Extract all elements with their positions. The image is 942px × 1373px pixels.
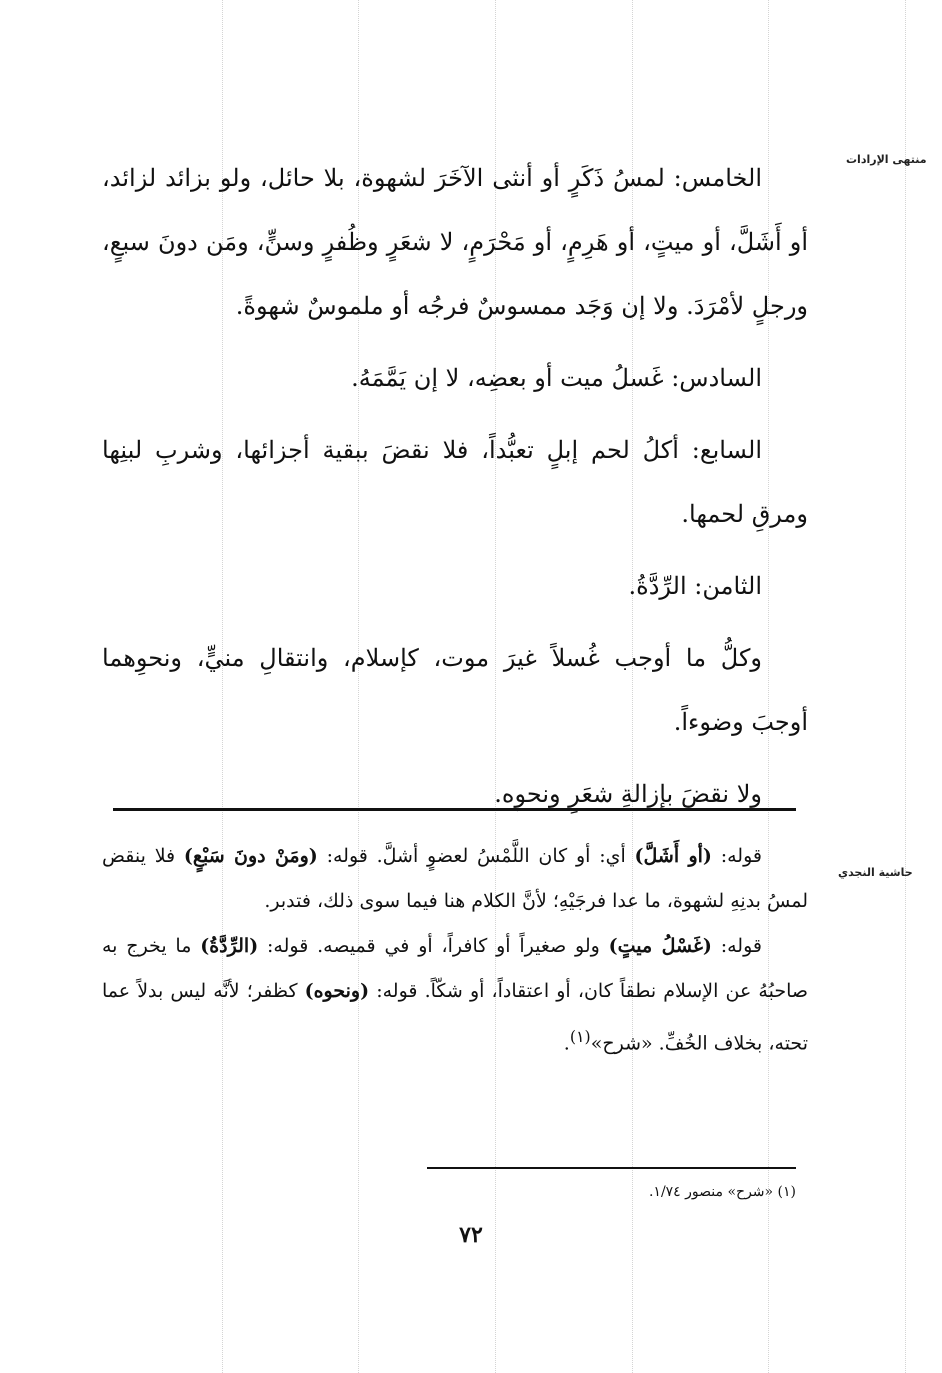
commentary-block xyxy=(102,834,808,1066)
commentary-text: . xyxy=(563,1032,570,1055)
quoted-term: (غَسْلُ ميتٍ) xyxy=(608,935,712,957)
commentary-paragraph xyxy=(102,834,808,924)
main-paragraph: الخامس: لمسُ ذَكَرٍ أو أنثى الآخَرَ لشهوة، بلا حائل، ولو بزائد لزائد، أو أَشَلَّ، أو ميتٍ، أو هَرِمٍ، أو مَحْرَمٍ، لا شعَرٍ وظُفرٍ وسنٍّ، ومَن دونَ سبعٍ، ورجلٍ لأمْرَدَ. ولا إن وَجَد ممسوسٌ فرجُه أو ملموسٌ شهوةً. xyxy=(102,164,808,320)
main-paragraph: السادس: غَسلُ ميت أو بعضِه، لا إن يَمَّمَهُ. xyxy=(351,364,762,392)
main-paragraph: الثامن: الرِّدَّةُ. xyxy=(628,572,762,600)
main-text-block xyxy=(102,146,808,834)
quoted-term: (أو أَشَلَّ) xyxy=(634,845,712,867)
commentary-text: قوله: xyxy=(711,845,762,867)
section-divider xyxy=(113,808,796,811)
main-paragraph: ولا نقضَ بإزالةِ شعَرٍ ونحوِه. xyxy=(494,780,762,808)
quoted-term: (الرِّدَّةُ) xyxy=(200,935,259,957)
footnote-rule xyxy=(427,1167,796,1169)
page-number: ٧٢ xyxy=(459,1222,483,1248)
footnote-reference: (١) xyxy=(569,1027,591,1046)
side-label-book-title: منتهى الإرادات xyxy=(846,153,927,166)
commentary-text: فلا ينقض لمسُ بدنِهِ لشهوة، ما عدا فرجَيْهِ؛ لأنَّ الكلام هنا فيما سوى ذلك، فتدبر. xyxy=(102,845,808,912)
commentary-text: أي: أو كان اللَّمْسُ لعضوٍ أشلَّ. قوله: xyxy=(317,845,635,867)
commentary-text: كظفر؛ لأنَّه ليس بدلاً عما تحته، بخلاف الخُفِّ. «شرح» xyxy=(102,980,808,1055)
quoted-term: (ونحوه) xyxy=(304,980,370,1002)
scan-guide-line xyxy=(905,0,906,1373)
commentary-paragraph xyxy=(102,924,808,1066)
quoted-term: (ومَنْ دونَ سَبْعٍ) xyxy=(183,845,318,867)
main-paragraph: السابع: أكلُ لحم إبلٍ تعبُّداً، فلا نقضَ ببقية أجزائها، وشربِ لبنِها ومرقِ لحمها. xyxy=(102,436,808,528)
footnote: (١) «شرح» منصور ١/٧٤. xyxy=(648,1184,796,1200)
side-label-commentary-title: حاشية النجدي xyxy=(838,866,913,879)
commentary-text: ولو صغيراً أو كافراً، أو في قميصه. قوله: xyxy=(258,935,609,957)
main-paragraph: وكلُّ ما أوجب غُسلاً غيرَ موت، كإسلام، وانتقالِ منيٍّ، ونحوِهما أوجبَ وضوءاً. xyxy=(102,644,808,736)
commentary-text: قوله: xyxy=(711,935,762,957)
commentary-text: ما يخرج به صاحبُهُ عن الإسلام نطقاً كان، أو اعتقاداً، أو شكّاً. قوله: xyxy=(102,935,808,1002)
